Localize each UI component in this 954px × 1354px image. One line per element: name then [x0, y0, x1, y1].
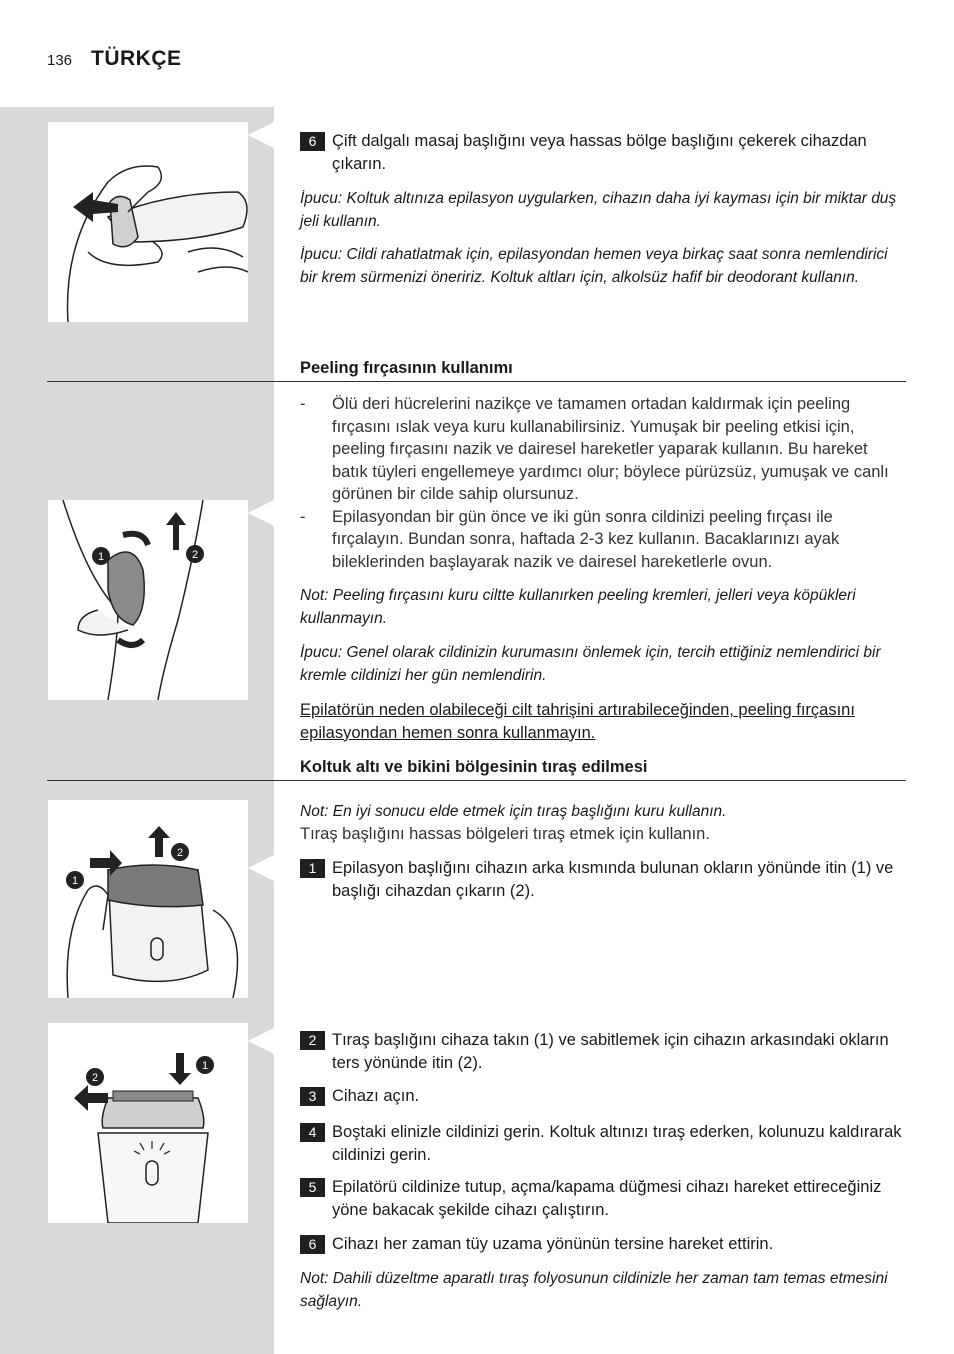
step-text: Cihazı açın.	[332, 1087, 420, 1105]
section-divider	[47, 780, 906, 781]
callout-2: 2	[91, 1072, 99, 1084]
step-item	[300, 130, 906, 175]
step-item	[300, 1233, 906, 1256]
step-item	[300, 1029, 906, 1074]
step-number: 5	[300, 1178, 325, 1197]
step-number: 2	[300, 1031, 325, 1050]
section-divider	[47, 381, 906, 382]
bullet-text: Epilasyondan bir gün önce ve iki gün sonra cildinizi peeling fırçası ile fırçalayın. Bundan sonra, haftada 2-3 kez kullanın. Bacaklarınızı ayak bileklerinden başlayarak nazik ve dairesel hareketlerle ovun.	[332, 507, 840, 571]
step-item	[300, 857, 906, 902]
figure-attach-shaving-head	[48, 1023, 248, 1223]
tip-paragraph: İpucu: Genel olarak cildinizin kurumasını önlemek için, tercih ettiğiniz nemlendirici bir kremle cildinizi her gün nemlendirin.	[300, 644, 881, 684]
figure-pointer	[248, 500, 274, 526]
page-language-title: TÜRKÇE	[91, 47, 182, 70]
step-text: Epilasyon başlığını cihazın arka kısmında bulunan okların yönünde itin (1) ve başlığı cihazdan çıkarın (2).	[332, 859, 894, 900]
callout-2: 2	[176, 847, 184, 859]
step-item	[300, 1176, 906, 1221]
bullet-list	[300, 393, 906, 573]
list-item: - Ölü deri hücrelerini nazikçe ve tamamen ortadan kaldırmak için peeling fırçasını ıslak veya kuru kullanabilirsiniz. Yumuşak bir peeling etkisi için, peeling fırçasını nazik ve dairesel hareketler yaparak kullanın. Bu hareket batık tüyleri engellemeye yardımcı olur; böylece pürüzsüz, yumuşak ve canlı görünen bir cilde sahip olursunuz.	[300, 395, 889, 503]
figure-pointer	[248, 122, 274, 148]
step-number: 3	[300, 1087, 325, 1106]
intro-paragraph: Tıraş başlığını hassas bölgeleri tıraş etmek için kullanın.	[300, 825, 710, 843]
note-paragraph: Not: Dahili düzeltme aparatlı tıraş folyosunun cildinizle her zaman tam temas etmesini sağlayın.	[300, 1270, 888, 1310]
note-paragraph: Not: Peeling fırçasını kuru ciltte kullanırken peeling kremleri, jelleri veya köpükleri kullanmayın.	[300, 587, 856, 627]
callout-1: 1	[97, 551, 105, 563]
figure-remove-attachment	[48, 122, 248, 322]
figure-peeling-brush	[48, 500, 248, 700]
step-number: 6	[300, 132, 325, 151]
figure-remove-head	[48, 800, 248, 998]
section-heading-peeling: Peeling fırçasının kullanımı	[300, 359, 513, 377]
step-text: Çift dalgalı masaj başlığını veya hassas bölge başlığını çekerek cihazdan çıkarın.	[332, 132, 867, 173]
step-number: 4	[300, 1123, 325, 1142]
step-number: 6	[300, 1235, 325, 1254]
step-number: 1	[300, 859, 325, 878]
bullet-text: Ölü deri hücrelerini nazikçe ve tamamen ortadan kaldırmak için peeling fırçasını ıslak veya kuru kullanabilirsiniz. Yumuşak bir peeling etkisi için, peeling fırçasını nazik ve dairesel hareketler yaparak kullanın. Bu hareket batık tüyleri engellemeye yardımcı olur; böylece pürüzsüz, yumuşak ve canlı görünen bir cilde sahip olursunuz.	[332, 395, 889, 503]
list-item: - Epilasyondan bir gün önce ve iki gün sonra cildinizi peeling fırçası ile fırçalayın. Bundan sonra, haftada 2-3 kez kullanın. Bacaklarınızı ayak bileklerinden başlayarak nazik ve dairesel hareketlerle ovun.	[300, 507, 840, 571]
callout-1: 1	[201, 1060, 209, 1072]
step-item	[300, 1121, 906, 1166]
page-number: 136	[47, 52, 73, 69]
step-item	[300, 1085, 906, 1108]
step-text: Tıraş başlığını cihaza takın (1) ve sabitlemek için cihazın arkasındaki okların ters yönünde itin (2).	[332, 1031, 889, 1072]
callout-1: 1	[71, 875, 79, 887]
figure-pointer	[248, 1028, 274, 1054]
step-text: Epilatörü cildinize tutup, açma/kapama düğmesi cihazı hareket ettireceğiniz yöne bakacak şekilde cihazı çalıştırın.	[332, 1178, 882, 1219]
step-text: Boştaki elinizle cildinizi gerin. Koltuk altınızı tıraş ederken, kolunuzu kaldırarak cildinizi gerin.	[332, 1123, 902, 1164]
callout-2: 2	[191, 549, 199, 561]
warning-paragraph: Epilatörün neden olabileceği cilt tahrişini artırabileceğinden, peeling fırçasını epilasyondan hemen sonra kullanmayın.	[300, 701, 855, 742]
step-text: Cihazı her zaman tüy uzama yönünün tersine hareket ettirin.	[332, 1235, 774, 1253]
section-heading-shaving: Koltuk altı ve bikini bölgesinin tıraş edilmesi	[300, 758, 648, 776]
figure-pointer	[248, 855, 274, 881]
tip-paragraph: İpucu: Koltuk altınıza epilasyon uygularken, cihazın daha iyi kayması için bir miktar duş jeli kullanın.	[300, 190, 897, 230]
tip-paragraph: İpucu: Cildi rahatlatmak için, epilasyondan hemen veya birkaç saat sonra nemlendirici bir krem sürmenizi öneririz. Koltuk altları için, alkolsüz hafif bir deodorant kullanın.	[300, 246, 888, 286]
note-paragraph: Not: En iyi sonucu elde etmek için tıraş başlığını kuru kullanın.	[300, 803, 727, 820]
